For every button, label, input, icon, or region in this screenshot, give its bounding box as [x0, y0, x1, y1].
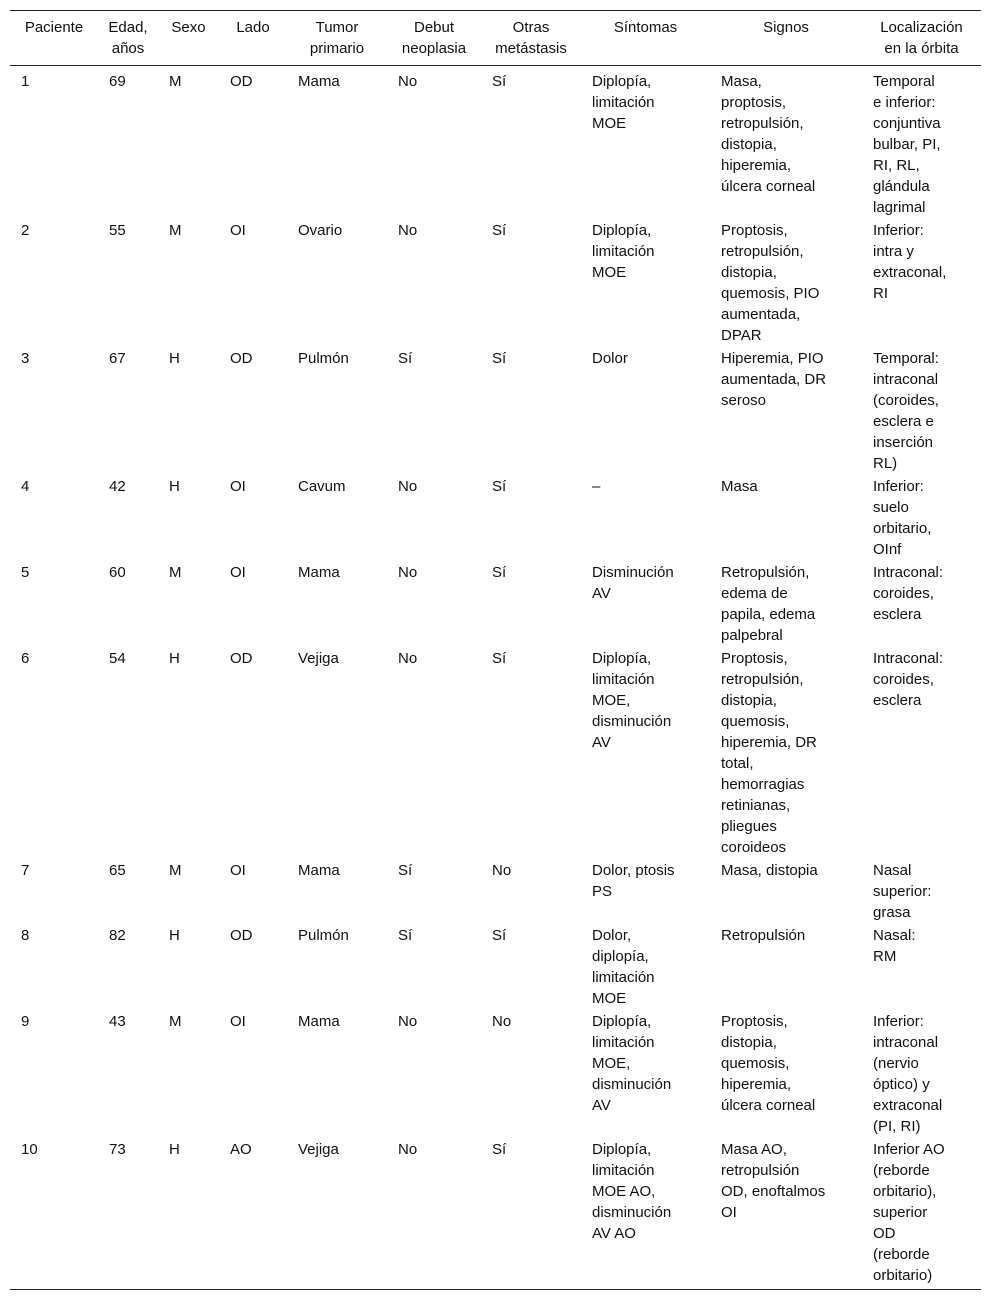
cell-sintomas: Diplopía, limitación MOE, disminución AV — [592, 650, 672, 751]
cell-debut-neoplasia: Sí — [398, 862, 413, 879]
cell-paciente: 6 — [21, 650, 30, 667]
cell-tumor-primario: Mama — [298, 1013, 340, 1030]
cell-paciente: 8 — [21, 927, 30, 944]
cell-signos: Proptosis, distopia, quemosis, hiperemia, úlcera corneal — [721, 1013, 816, 1114]
cell-sexo: H — [169, 478, 180, 495]
cell-signos: Masa, proptosis, retropulsión, distopia, hiperemia, úlcera corneal — [721, 73, 816, 195]
cell-lado: OD — [230, 350, 253, 367]
cell-signos: Proptosis, retropulsión, distopia, quemosis, hiperemia, DR total, hemorragias retinianas, pliegues coroideos — [721, 650, 817, 856]
cell-tumor-primario: Ovario — [298, 222, 343, 239]
cell-otras-metastasis: No — [492, 1013, 512, 1030]
cell-localizacion: Nasal superior: grasa — [873, 862, 932, 921]
cell-localizacion: Nasal: RM — [873, 927, 916, 965]
table-row — [10, 1139, 981, 1290]
cell-paciente: 4 — [21, 478, 30, 495]
cell-edad: 43 — [109, 1013, 126, 1030]
cell-sintomas: Dolor, diplopía, limitación MOE — [592, 927, 655, 1007]
cell-signos: Masa AO, retropulsión OD, enoftalmos OI — [710, 1139, 862, 1290]
table-row — [10, 562, 981, 648]
header-debut-neoplasia: Debut neoplasia — [387, 11, 481, 66]
header-row — [10, 11, 981, 66]
cell-signos: Proptosis, retropulsión, distopia, quemosis, PIO aumentada, DPAR — [721, 222, 820, 344]
cell-debut-neoplasia: No — [398, 222, 418, 239]
header-lado: Lado — [219, 11, 287, 66]
cell-paciente: 5 — [21, 564, 30, 581]
cell-tumor-primario: Pulmón — [298, 350, 349, 367]
cell-sexo: H — [169, 927, 180, 944]
cell-edad: 69 — [109, 73, 126, 90]
cell-edad: 42 — [109, 478, 126, 495]
cell-sintomas: Dolor — [592, 350, 628, 367]
cell-debut-neoplasia: Sí — [398, 927, 413, 944]
header-paciente: Paciente — [10, 11, 98, 66]
cell-sintomas: Diplopía, limitación MOE AO, disminución AV AO — [581, 1139, 710, 1290]
cell-otras-metastasis: No — [492, 862, 512, 879]
cell-lado: OI — [230, 862, 246, 879]
cell-debut-neoplasia: Sí — [398, 350, 413, 367]
cell-paciente: 3 — [21, 350, 30, 367]
cell-edad: 82 — [109, 927, 126, 944]
table-row — [10, 860, 981, 925]
cell-localizacion: Intraconal: coroides, esclera — [873, 650, 944, 709]
cell-otras-metastasis: Sí — [492, 350, 507, 367]
table-body — [10, 66, 981, 1290]
header-sexo: Sexo — [158, 11, 219, 66]
cell-debut-neoplasia: No — [398, 478, 418, 495]
cell-localizacion: Temporal e inferior: conjuntiva bulbar, PI, RI, RL, glándula lagrimal — [873, 73, 941, 216]
cell-edad: 65 — [109, 862, 126, 879]
table-header — [10, 11, 981, 66]
cell-sintomas: Diplopía, limitación MOE, disminución AV — [592, 1013, 672, 1114]
cell-localizacion: Inferior: intraconal (nervio óptico) y extraconal (PI, RI) — [873, 1013, 943, 1135]
cell-otras-metastasis: Sí — [492, 650, 507, 667]
cell-localizacion: Inferior: intra y extraconal, RI — [873, 222, 947, 302]
cell-paciente: 2 — [21, 222, 30, 239]
cell-lado: OI — [230, 222, 246, 239]
cell-sexo: M — [169, 564, 182, 581]
cell-sexo: M — [169, 1013, 182, 1030]
cell-debut-neoplasia: No — [398, 564, 418, 581]
cell-signos: Masa — [721, 478, 758, 495]
header-signos: Signos — [710, 11, 862, 66]
cell-tumor-primario: Mama — [298, 862, 340, 879]
cell-lado: OI — [230, 1013, 246, 1030]
cell-tumor-primario: Pulmón — [298, 927, 349, 944]
header-localizacion: Localización en la órbita — [862, 11, 981, 66]
cell-sintomas: Diplopía, limitación MOE — [592, 222, 655, 281]
cell-otras-metastasis: Sí — [492, 73, 507, 90]
cell-paciente: 1 — [21, 73, 30, 90]
table-row — [10, 348, 981, 476]
cell-lado: OD — [230, 927, 253, 944]
cell-lado: OI — [230, 478, 246, 495]
cell-lado: OD — [230, 650, 253, 667]
cell-tumor-primario: Mama — [298, 73, 340, 90]
cell-edad: 73 — [98, 1139, 158, 1290]
table-row — [10, 925, 981, 1011]
cell-localizacion: Intraconal: coroides, esclera — [873, 564, 944, 623]
cell-signos: Hiperemia, PIO aumentada, DR seroso — [721, 350, 827, 409]
table-row — [10, 648, 981, 860]
cell-sexo: M — [169, 862, 182, 879]
cell-sintomas: Dolor, ptosis PS — [592, 862, 675, 900]
cell-lado: OD — [230, 73, 253, 90]
header-sintomas: Síntomas — [581, 11, 710, 66]
cell-edad: 55 — [109, 222, 126, 239]
table-row — [10, 66, 981, 221]
cell-localizacion: Inferior AO (reborde orbitario), superior OD (reborde orbitario) — [862, 1139, 981, 1290]
table-row — [10, 1011, 981, 1139]
cell-paciente: 10 — [10, 1139, 98, 1290]
cell-debut-neoplasia: No — [398, 73, 418, 90]
cell-paciente: 9 — [21, 1013, 30, 1030]
cell-localizacion: Temporal: intraconal (coroides, esclera e inserción RL) — [873, 350, 939, 472]
table-row — [10, 476, 981, 562]
cell-debut-neoplasia: No — [387, 1139, 481, 1290]
cell-sintomas: Disminución AV — [592, 564, 674, 602]
orbital-metastasis-table — [10, 10, 981, 1290]
cell-sexo: H — [169, 650, 180, 667]
cell-lado: AO — [219, 1139, 287, 1290]
cell-otras-metastasis: Sí — [492, 478, 507, 495]
cell-tumor-primario: Vejiga — [298, 650, 339, 667]
cell-signos: Retropulsión, edema de papila, edema palpebral — [721, 564, 816, 644]
cell-paciente: 7 — [21, 862, 30, 879]
cell-otras-metastasis: Sí — [481, 1139, 581, 1290]
cell-tumor-primario: Cavum — [298, 478, 346, 495]
cell-sexo: M — [169, 73, 182, 90]
cell-sintomas: Diplopía, limitación MOE — [592, 73, 655, 132]
cell-sexo: M — [169, 222, 182, 239]
cell-localizacion: Inferior: suelo orbitario, OInf — [873, 478, 932, 558]
cell-tumor-primario: Vejiga — [287, 1139, 387, 1290]
header-otras-metastasis: Otras metástasis — [481, 11, 581, 66]
cell-debut-neoplasia: No — [398, 1013, 418, 1030]
cell-edad: 54 — [109, 650, 126, 667]
header-tumor-primario: Tumor primario — [287, 11, 387, 66]
cell-otras-metastasis: Sí — [492, 222, 507, 239]
header-edad: Edad, años — [98, 11, 158, 66]
cell-signos: Masa, distopia — [721, 862, 818, 879]
cell-edad: 67 — [109, 350, 126, 367]
cell-edad: 60 — [109, 564, 126, 581]
table-row — [10, 220, 981, 348]
cell-otras-metastasis: Sí — [492, 564, 507, 581]
cell-sintomas: – — [592, 478, 601, 495]
patient-table-container — [10, 10, 981, 1290]
cell-lado: OI — [230, 564, 246, 581]
cell-sexo: H — [169, 350, 180, 367]
cell-sexo: H — [158, 1139, 219, 1290]
cell-tumor-primario: Mama — [298, 564, 340, 581]
cell-signos: Retropulsión — [721, 927, 806, 944]
cell-otras-metastasis: Sí — [492, 927, 507, 944]
cell-debut-neoplasia: No — [398, 650, 418, 667]
